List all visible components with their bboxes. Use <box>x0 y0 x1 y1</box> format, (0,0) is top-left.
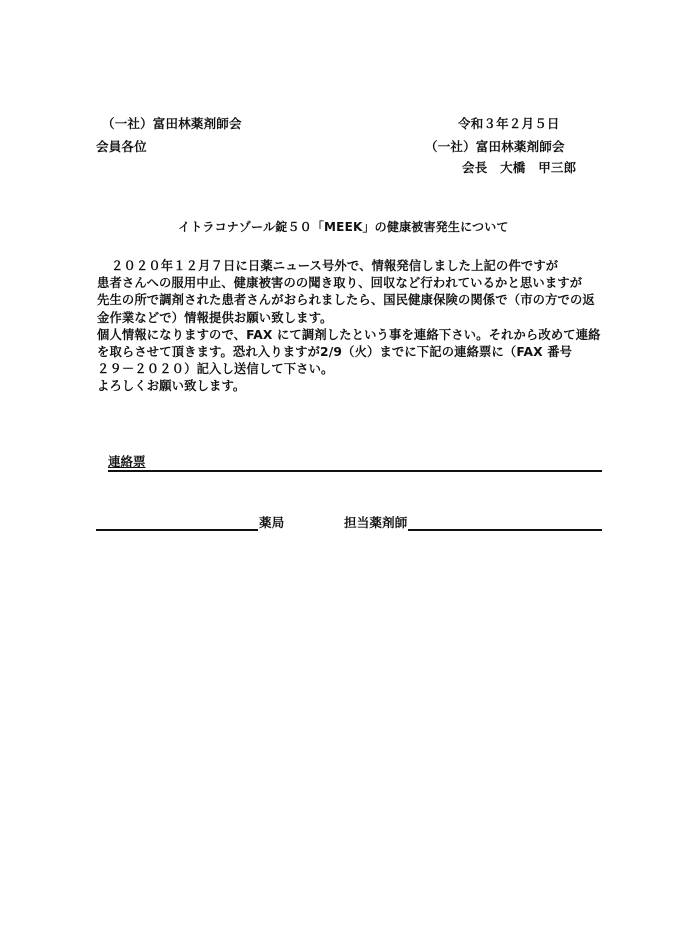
pharmacy-label: 薬局 <box>259 515 285 530</box>
recipient-line: 会員各位 <box>96 139 147 154</box>
document-date: 令和３年２月５日 <box>458 116 560 131</box>
body-line: ２０２０年１２月７日に日薬ニュース号外で、情報発信しました上記の件ですが <box>111 259 559 273</box>
pharmacist-name-blank[interactable] <box>408 529 602 531</box>
body-line: 金作業などで）情報提供お願い致します。 <box>97 310 333 325</box>
body-text <box>97 258 617 396</box>
body-line: 患者さんへの服用中止、健康被害のの聞き取り、回収など行われているかと思いますが <box>97 276 583 291</box>
body-line: ２９－２０２０）記入し送信して下さい。 <box>97 362 334 377</box>
contact-form-label: 連絡票 <box>108 454 146 469</box>
pharmacy-name-blank[interactable] <box>96 529 258 531</box>
issuer-organization: （一社）富田林薬剤師会 <box>425 139 565 154</box>
issuer-president: 会長 大橋 甲三郎 <box>462 160 577 175</box>
contact-form-rule <box>108 470 602 472</box>
body-line: を取らさせて頂きます。恐れ入りますが2/9（火）までに下記の連絡票に（FAX 番号 <box>97 345 573 360</box>
body-line: 先生の所で調剤された患者さんがおられましたら、国民健康保険の関係で（市の方での返 <box>97 293 595 308</box>
body-line: よろしくお願い致します。 <box>97 379 246 394</box>
body-line: 個人情報になりますので、FAX にて調剤したという事を連絡下さい。それから改めて連絡 <box>97 327 601 342</box>
pharmacist-label: 担当薬剤師 <box>344 515 408 530</box>
document-title: イトラコナゾール錠５０「MEEK」の健康被害発生について <box>178 220 509 234</box>
sender-organization: （一社）富田林薬剤師会 <box>102 116 242 131</box>
